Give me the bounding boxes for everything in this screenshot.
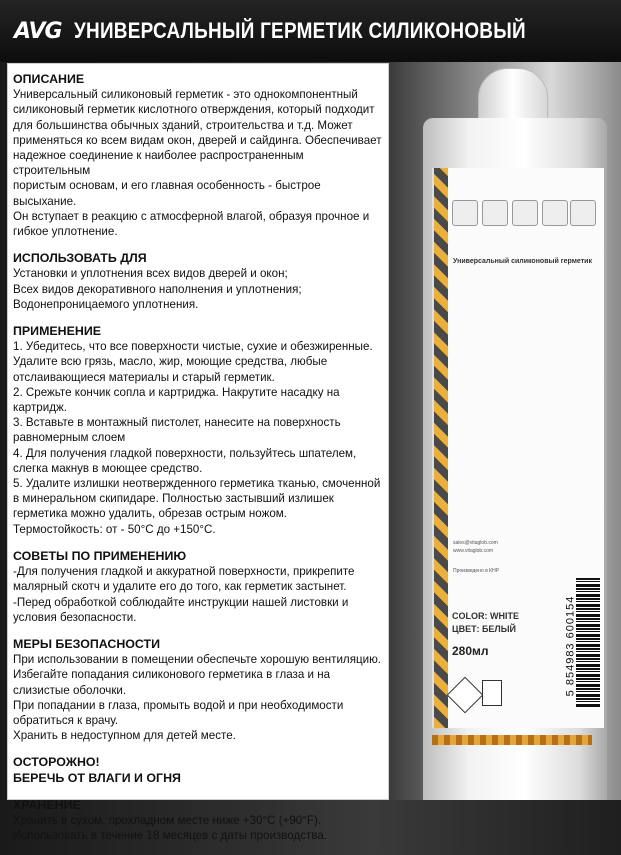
- text-line: гибкое уплотнение.: [13, 225, 118, 239]
- storage-heading: ХРАНЕНИЕ: [13, 797, 81, 812]
- text-line: Термостойкость: от - 50°C до +150°C.: [13, 522, 216, 536]
- header-bar: [0, 0, 621, 62]
- text-line: отслаивающиеся материалы и старый герметик.: [13, 370, 275, 384]
- tube-nozzle: [478, 68, 548, 124]
- text-line: применяться ко всем видам окон, дверей и сайдинга. Обеспечивает: [13, 133, 382, 147]
- application-pictogram: [482, 200, 508, 226]
- text-line: Всех видов декоративного наполнения и уплотнения;: [13, 282, 302, 296]
- text-line: Хранить в недоступном для детей месте.: [13, 729, 236, 743]
- text-line: Избегайте попадания силиконового герметика в глаза и на: [13, 668, 331, 682]
- text-line: слегка макнув в моющее средство.: [13, 461, 203, 475]
- safety-heading: МЕРЫ БЕЗОПАСНОСТИ: [13, 636, 161, 651]
- usage-heading: ИСПОЛЬЗОВАТЬ ДЛЯ: [13, 251, 147, 266]
- text-line: Хранить в сухом, прохладном месте ниже +30°C (+90°F).: [13, 813, 322, 827]
- text-line: силиконовый герметик кислотного отверждения, который подходит: [13, 103, 375, 117]
- section-storage: [13, 798, 383, 844]
- safety-text: [13, 652, 383, 743]
- section-safety: [13, 637, 383, 743]
- barcode-image: [576, 578, 600, 708]
- tips-heading: СОВЕТЫ ПО ПРИМЕНЕНИЮ: [13, 548, 187, 563]
- brand-logo: AVG: [14, 18, 62, 44]
- usage-text: [13, 266, 383, 312]
- description-text: [13, 87, 383, 239]
- text-line: Водонепроницаемого уплотнения.: [13, 297, 199, 311]
- tube-email: sales@vitaglob.com: [453, 540, 498, 546]
- text-line: 1. Убедитесь, что все поверхности чистые, сухие и обезжиренные.: [13, 340, 373, 354]
- text-line: 3. Вставьте в монтажный пистолет, нанесите на поверхность: [13, 416, 341, 430]
- application-pictogram: [570, 200, 596, 226]
- recycle-bin-icon: [482, 680, 502, 706]
- tube-color-ru: ЦВЕТ: БЕЛЫЙ: [452, 624, 517, 634]
- text-line: 5. Удалите излишки неотвержденного герметика тканью, смоченной: [13, 477, 381, 491]
- text-line: -Перед обработкой соблюдайте инструкции нашей листовки и: [13, 595, 349, 609]
- warning-line-2: БЕРЕЧЬ ОТ ВЛАГИ И ОГНЯ: [13, 770, 181, 785]
- text-line: малярный скотч и удалите его до того, как герметик застынет.: [13, 580, 347, 594]
- text-line: Установки и уплотнения всех видов дверей и окон;: [13, 267, 288, 281]
- application-text: [13, 339, 383, 537]
- tube-bottom-stripe: [432, 735, 592, 745]
- application-heading: ПРИМЕНЕНИЕ: [13, 324, 101, 339]
- text-line: слизистые оболочки.: [13, 683, 127, 697]
- section-description: [13, 72, 383, 239]
- text-line: -Для получения гладкой и аккуратной поверхности, прикрепите: [13, 565, 355, 579]
- application-pictogram: [452, 200, 478, 226]
- text-line: Он вступает в реакцию с атмосферной влагой, образуя прочное и: [13, 209, 370, 223]
- text-line: 2. Срежьте кончик сопла и картриджа. Накрутите насадку на: [13, 385, 340, 399]
- product-description: [13, 72, 383, 855]
- barcode-number: 5 854983 600154: [564, 595, 577, 697]
- warning-line-1: ОСТОРОЖНО!: [13, 755, 100, 770]
- section-warning: [13, 755, 383, 785]
- text-line: картридж.: [13, 401, 67, 415]
- text-line: Удалите всю грязь, масло, жир, моющие средства, любые: [13, 355, 328, 369]
- text-line: Универсальный силиконовый герметик - это однокомпонентный: [13, 88, 358, 102]
- tube-label-title: Универсальный силиконовый герметик: [453, 258, 592, 265]
- section-usage: [13, 251, 383, 312]
- page-title: УНИВЕРСАЛЬНЫЙ ГЕРМЕТИК СИЛИКОНОВЫЙ: [73, 18, 526, 43]
- text-line: обратиться к врачу.: [13, 713, 119, 727]
- text-line: При попадании в глаза, промыть водой и при необходимости: [13, 698, 344, 712]
- tube-color-en: COLOR: WHITE: [452, 611, 519, 621]
- text-line: условия безопасности.: [13, 610, 137, 624]
- text-line: надежное соединение к наиболее распространенным строительным: [13, 149, 304, 178]
- section-application: [13, 324, 383, 537]
- text-line: для большинства обычных зданий, строительства и т.д. Может: [13, 118, 353, 132]
- tube-website: www.vitaglob.com: [453, 548, 494, 554]
- text-line: Использовать в течение 18 месяцев с даты производства.: [13, 829, 328, 843]
- text-line: равномерным слоем: [13, 431, 126, 445]
- text-line: в минеральном скипидаре. Полностью застывший излишек: [13, 492, 334, 506]
- storage-text: [13, 813, 383, 843]
- tube-made-in: Произведено в КНР: [453, 568, 500, 574]
- tips-text: [13, 564, 383, 625]
- text-line: пористым основам, и его главная особенность - быстрое высыхание.: [13, 179, 321, 208]
- text-line: герметика можно удалить, обрезав острым ножом.: [13, 507, 287, 521]
- text-line: При использовании в помещении обеспечьте хорошую вентиляцию.: [13, 653, 382, 667]
- section-tips: [13, 549, 383, 625]
- application-pictogram: [542, 200, 568, 226]
- tube-color: [452, 610, 519, 636]
- application-pictogram: [512, 200, 538, 226]
- hazard-stripe: [434, 168, 448, 728]
- description-heading: ОПИСАНИЕ: [13, 72, 85, 86]
- text-line: 4. Для получения гладкой поверхности, пользуйтесь шпателем,: [13, 446, 357, 460]
- tube-volume: 280мл: [452, 644, 489, 658]
